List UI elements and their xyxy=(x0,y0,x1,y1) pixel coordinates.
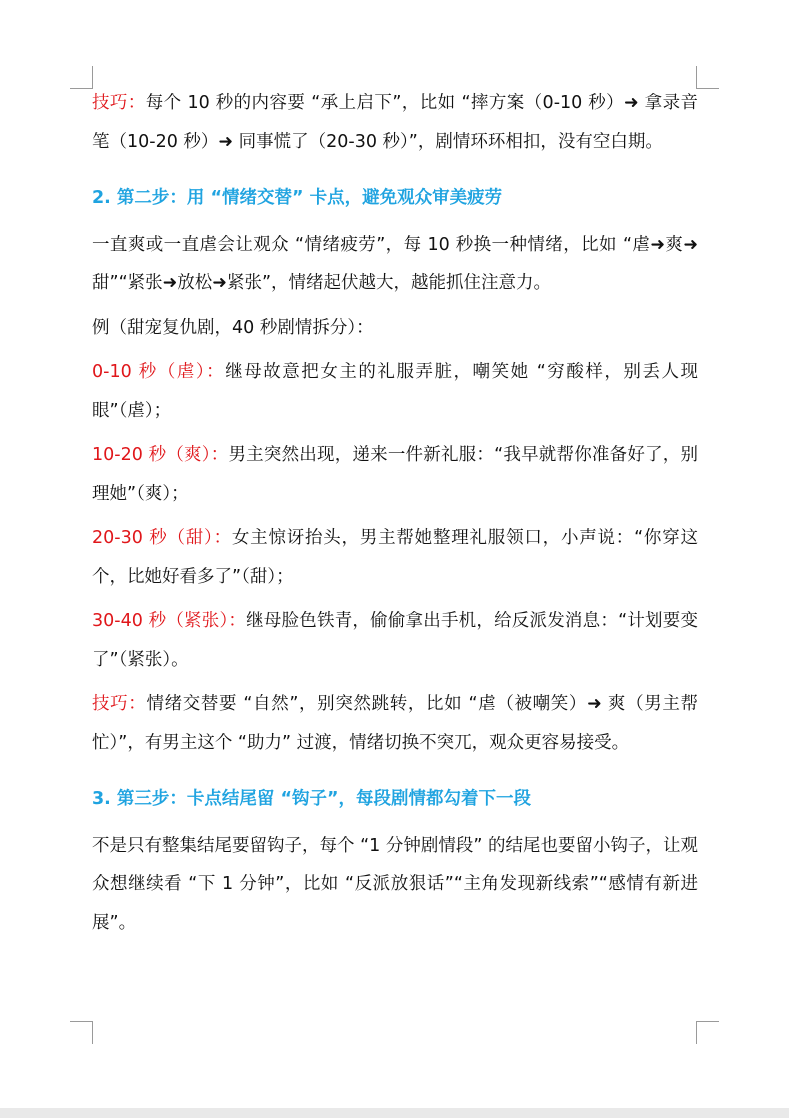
segment-label: 10-20 秒（爽）： xyxy=(92,445,229,465)
segment-label: 30-40 秒（紧张）： xyxy=(92,611,247,631)
segment-text: 女主惊讶抬头，男主帮她整理礼服领口，小声说：“你穿这个，比她好看多了”（甜）； xyxy=(92,528,698,587)
example-segment xyxy=(92,436,698,513)
tip-label: 技巧： xyxy=(92,694,147,714)
tip-paragraph-1 xyxy=(92,84,698,161)
segment-text: 继母故意把女主的礼服弄脏，嘲笑她 “穷酸样，别丢人现眼”（虐）； xyxy=(92,362,698,421)
example-segment xyxy=(92,602,698,679)
example-segment xyxy=(92,353,698,430)
step-3-paragraph: 不是只有整集结尾要留钩子，每个 “1 分钟剧情段” 的结尾也要留小钩子，让观众想继续看 “下 1 分钟”，比如 “反派放狠话”“主角发现新线索”“感情有新进展”。 xyxy=(92,835,698,933)
crop-mark-bottom-left xyxy=(70,1021,93,1044)
crop-mark-top-left xyxy=(70,66,93,89)
segment-text: 男主突然出现，递来一件新礼服：“我早就帮你准备好了，别理她”（爽）； xyxy=(92,445,698,504)
tip-text: 每个 10 秒的内容要 “承上启下”，比如 “摔方案（0-10 秒）➜ 拿录音笔（10-20 秒）➜ 同事慌了（20-30 秒）”，剧情环环相扣，没有空白期。 xyxy=(92,93,698,152)
example-intro: 例（甜宠复仇剧，40 秒剧情拆分）： xyxy=(92,317,374,338)
document-body xyxy=(92,84,698,948)
tip-label: 技巧： xyxy=(92,93,146,113)
segment-label: 20-30 秒（甜）： xyxy=(92,528,232,548)
crop-mark-top-right xyxy=(696,66,719,89)
segment-text: 继母脸色铁青，偷偷拿出手机，给反派发消息：“计划要变了”（紧张）。 xyxy=(92,611,698,670)
step-2-paragraph: 一直爽或一直虐会让观众 “情绪疲劳”，每 10 秒换一种情绪，比如 “虐➜爽➜甜”“紧张➜放松➜紧张”，情绪起伏越大，越能抓住注意力。 xyxy=(92,234,698,293)
crop-mark-bottom-right xyxy=(696,1021,719,1044)
example-segment xyxy=(92,519,698,596)
tip-paragraph-2 xyxy=(92,685,698,762)
segment-label: 0-10 秒（虐）： xyxy=(92,362,226,382)
page-gap xyxy=(0,1108,789,1118)
tip-text: 情绪交替要 “自然”，别突然跳转，比如 “虐（被嘲笑）➜ 爽（男主帮忙）”，有男主这个 “助力” 过渡，情绪切换不突兀，观众更容易接受。 xyxy=(92,694,698,753)
section-heading-step-2: 2. 第二步：用 “情绪交替” 卡点，避免观众审美疲劳 xyxy=(92,188,503,208)
section-heading-step-3: 3. 第三步：卡点结尾留 “钩子”，每段剧情都勾着下一段 xyxy=(92,789,532,809)
